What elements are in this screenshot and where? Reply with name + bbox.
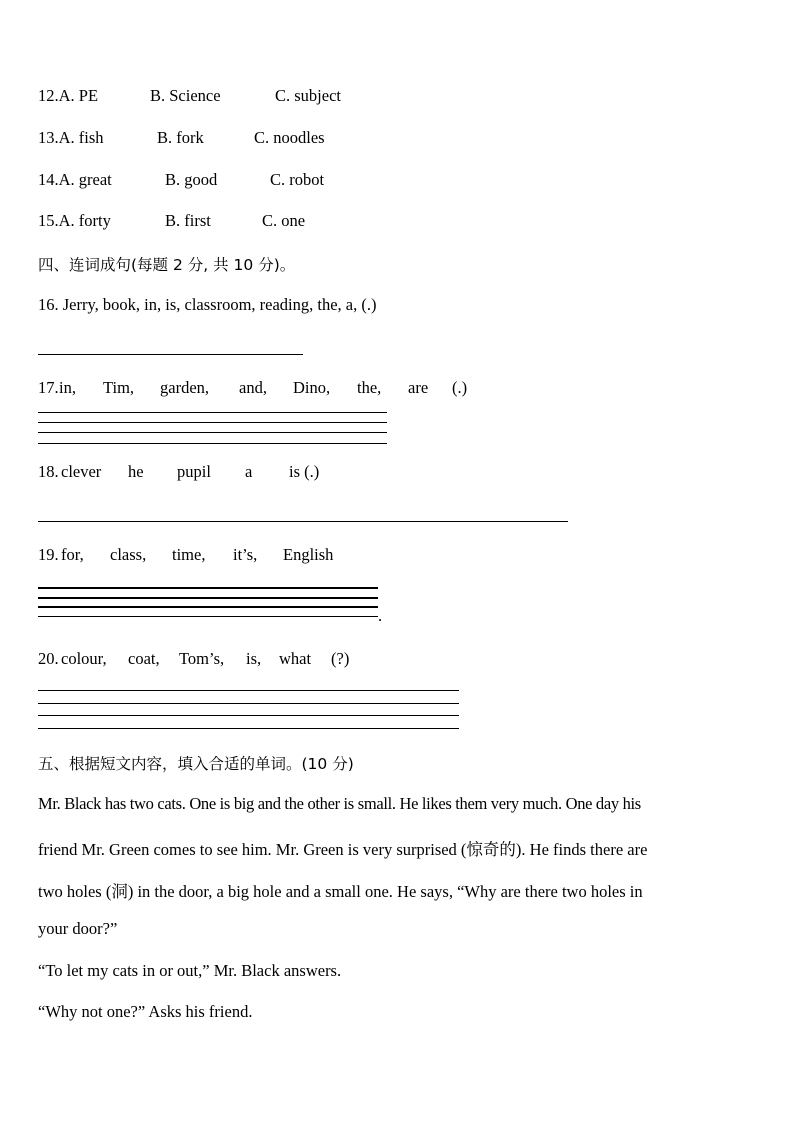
option-c: C. robot xyxy=(270,170,325,189)
choice-row-13 xyxy=(38,128,325,148)
option-b: B. Science xyxy=(150,86,221,105)
word: is (.) xyxy=(289,462,320,481)
word: English xyxy=(283,545,334,564)
answer-line xyxy=(38,597,378,599)
question-number: 18. xyxy=(38,462,59,481)
section-5-heading: 五、根据短文内容，填入合适的单词。(10 分) xyxy=(38,755,354,773)
section-4-heading: 四、连词成句(每题 2 分, 共 10 分)。 xyxy=(38,256,296,274)
answer-line xyxy=(38,690,459,691)
option-c: C. one xyxy=(262,211,306,230)
word: he xyxy=(128,462,144,481)
option-a: A. PE xyxy=(58,86,99,105)
question-number: 13. xyxy=(38,128,59,147)
passage-line: your door?” xyxy=(38,919,118,938)
option-c: C. subject xyxy=(275,86,341,105)
word: it’s, xyxy=(233,545,258,564)
question-number: 19. xyxy=(38,545,59,564)
question-number: 20. xyxy=(38,649,59,668)
word: colour, xyxy=(61,649,107,668)
word: (?) xyxy=(331,649,350,668)
word: what xyxy=(279,649,312,668)
word: Dino, xyxy=(293,378,331,397)
word: (.) xyxy=(452,378,468,397)
option-b: B. good xyxy=(165,170,218,189)
passage-line: Mr. Black has two cats. One is big and the other is small. He likes them very much. One day his xyxy=(38,794,641,813)
question-number: 12. xyxy=(38,86,59,105)
question-number: 15. xyxy=(38,211,59,230)
option-b: B. first xyxy=(165,211,211,230)
word: for, xyxy=(61,545,84,564)
answer-line xyxy=(38,412,387,413)
answer-line xyxy=(38,422,387,423)
question-number: 17. xyxy=(38,378,59,397)
passage-line: friend Mr. Green comes to see him. Mr. Green is very surprised (惊奇的). He finds there are xyxy=(38,840,648,859)
question-number: 14. xyxy=(38,170,59,189)
word: Tim, xyxy=(103,378,135,397)
option-a: A. forty xyxy=(58,211,111,230)
answer-line xyxy=(38,443,387,444)
question-20 xyxy=(38,649,368,671)
question-19 xyxy=(38,545,358,567)
option-c: C. noodles xyxy=(254,128,325,147)
word: class, xyxy=(110,545,147,564)
option-a: A. fish xyxy=(58,128,104,147)
answer-line xyxy=(38,521,568,522)
word: a xyxy=(245,462,253,481)
answer-line xyxy=(38,728,459,729)
option-a: A. great xyxy=(58,170,112,189)
answer-line xyxy=(38,703,459,704)
answer-line xyxy=(38,432,387,433)
answer-line xyxy=(38,354,303,355)
word: in, xyxy=(59,378,76,397)
word: pupil xyxy=(177,462,211,481)
word: the, xyxy=(357,378,382,397)
passage-line: “Why not one?” Asks his friend. xyxy=(38,1002,253,1021)
passage-line: two holes (洞) in the door, a big hole and a small one. He says, “Why are there two holes in xyxy=(38,882,643,901)
answer-line xyxy=(38,587,378,589)
choice-row-15 xyxy=(38,211,306,231)
word: and, xyxy=(239,378,267,397)
answer-line xyxy=(38,715,459,716)
word: Tom’s, xyxy=(179,649,225,668)
question-17 xyxy=(38,378,498,400)
passage-line: “To let my cats in or out,” Mr. Black answers. xyxy=(38,961,342,980)
option-b: B. fork xyxy=(157,128,204,147)
question-16: 16. Jerry, book, in, is, classroom, reading, the, a, (.) xyxy=(38,295,377,314)
answer-line xyxy=(38,606,378,608)
answer-line xyxy=(38,616,378,617)
word: is, xyxy=(246,649,262,668)
word: are xyxy=(408,378,429,397)
word: clever xyxy=(61,462,102,481)
word: garden, xyxy=(160,378,210,397)
choice-row-12 xyxy=(38,86,341,106)
word: time, xyxy=(172,545,206,564)
choice-row-14 xyxy=(38,170,325,190)
question-18 xyxy=(38,462,358,484)
end-period: . xyxy=(378,606,383,625)
word: coat, xyxy=(128,649,160,668)
